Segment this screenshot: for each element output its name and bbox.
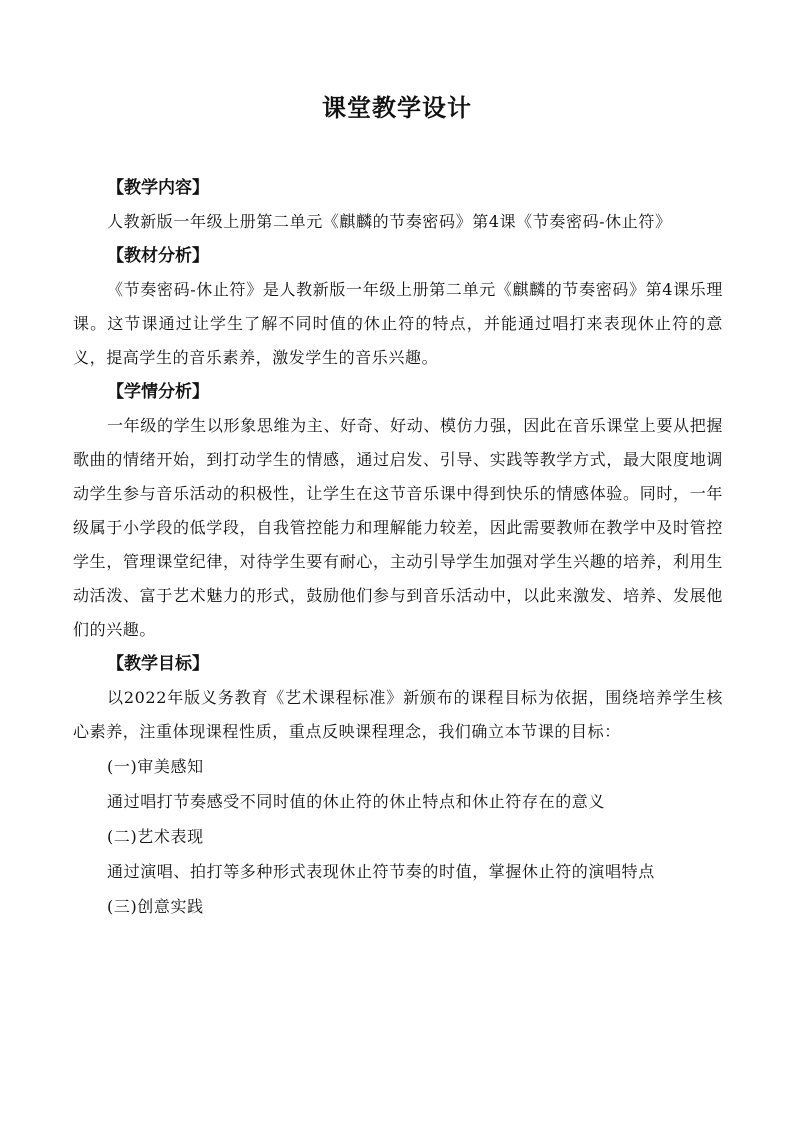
section-teaching-objectives [73, 647, 723, 924]
objective-text: 通过唱打节奏感受不同时值的休止符的休止特点和休止符存在的意义 [107, 792, 606, 811]
section-heading: 【学情分析】 [107, 382, 209, 402]
section-learner-analysis [73, 375, 723, 647]
section-material-analysis [73, 239, 723, 375]
objective-text: 通过演唱、拍打等多种形式表现休止符节奏的时值，掌握休止符的演唱特点 [107, 862, 655, 881]
document-body [73, 171, 723, 924]
paragraph: 一年级的学生以形象思维为主、好奇、好动、模仿力强，因此在音乐课堂上要从把握歌曲的情绪开始，到打动学生的情感，通过启发、引导、实践等教学方式，最大限度地调动学生参与音乐活动的积极性，让学生在这节音乐课中得到快乐的情感体验。同时，一年级属于小学段的低学段，自我管控能力和理解能力较差，因此需要教师在教学中及时管控学生，管理课堂纪律，对待学生要有耐心，主动引导学生加强对学生兴趣的培养，利用生动活泼、富于艺术魅力的形式，鼓励他们参与到音乐活动中，以此来激发、培养、发展他们的兴趣。 [73, 416, 723, 639]
section-heading: 【教学目标】 [107, 654, 209, 674]
objective-label: (二)艺术表现 [107, 827, 204, 846]
page-title: 课堂教学设计 [322, 94, 472, 122]
paragraph: 以2022年版义务教育《艺术课程标准》新颁布的课程目标为依据，围绕培养学生核心素养，注重体现课程性质，重点反映课程理念，我们确立本节课的目标： [73, 688, 723, 741]
paragraph: 人教新版一年级上册第二单元《麒麟的节奏密码》第4课《节奏密码-休止符》 [107, 212, 672, 231]
section-teaching-content [73, 171, 723, 239]
objective-label: (一)审美感知 [107, 757, 204, 776]
objective-label: (三)创意实践 [107, 897, 204, 916]
paragraph: 《节奏密码-休止符》是人教新版一年级上册第二单元《麒麟的节奏密码》第4课乐理课。这节课通过让学生了解不同时值的休止符的特点，并能通过唱打来表现休止符的意义，提高学生的音乐素养，激发学生的音乐兴趣。 [73, 280, 723, 367]
section-heading: 【教材分析】 [107, 246, 209, 266]
section-heading: 【教学内容】 [107, 178, 209, 198]
